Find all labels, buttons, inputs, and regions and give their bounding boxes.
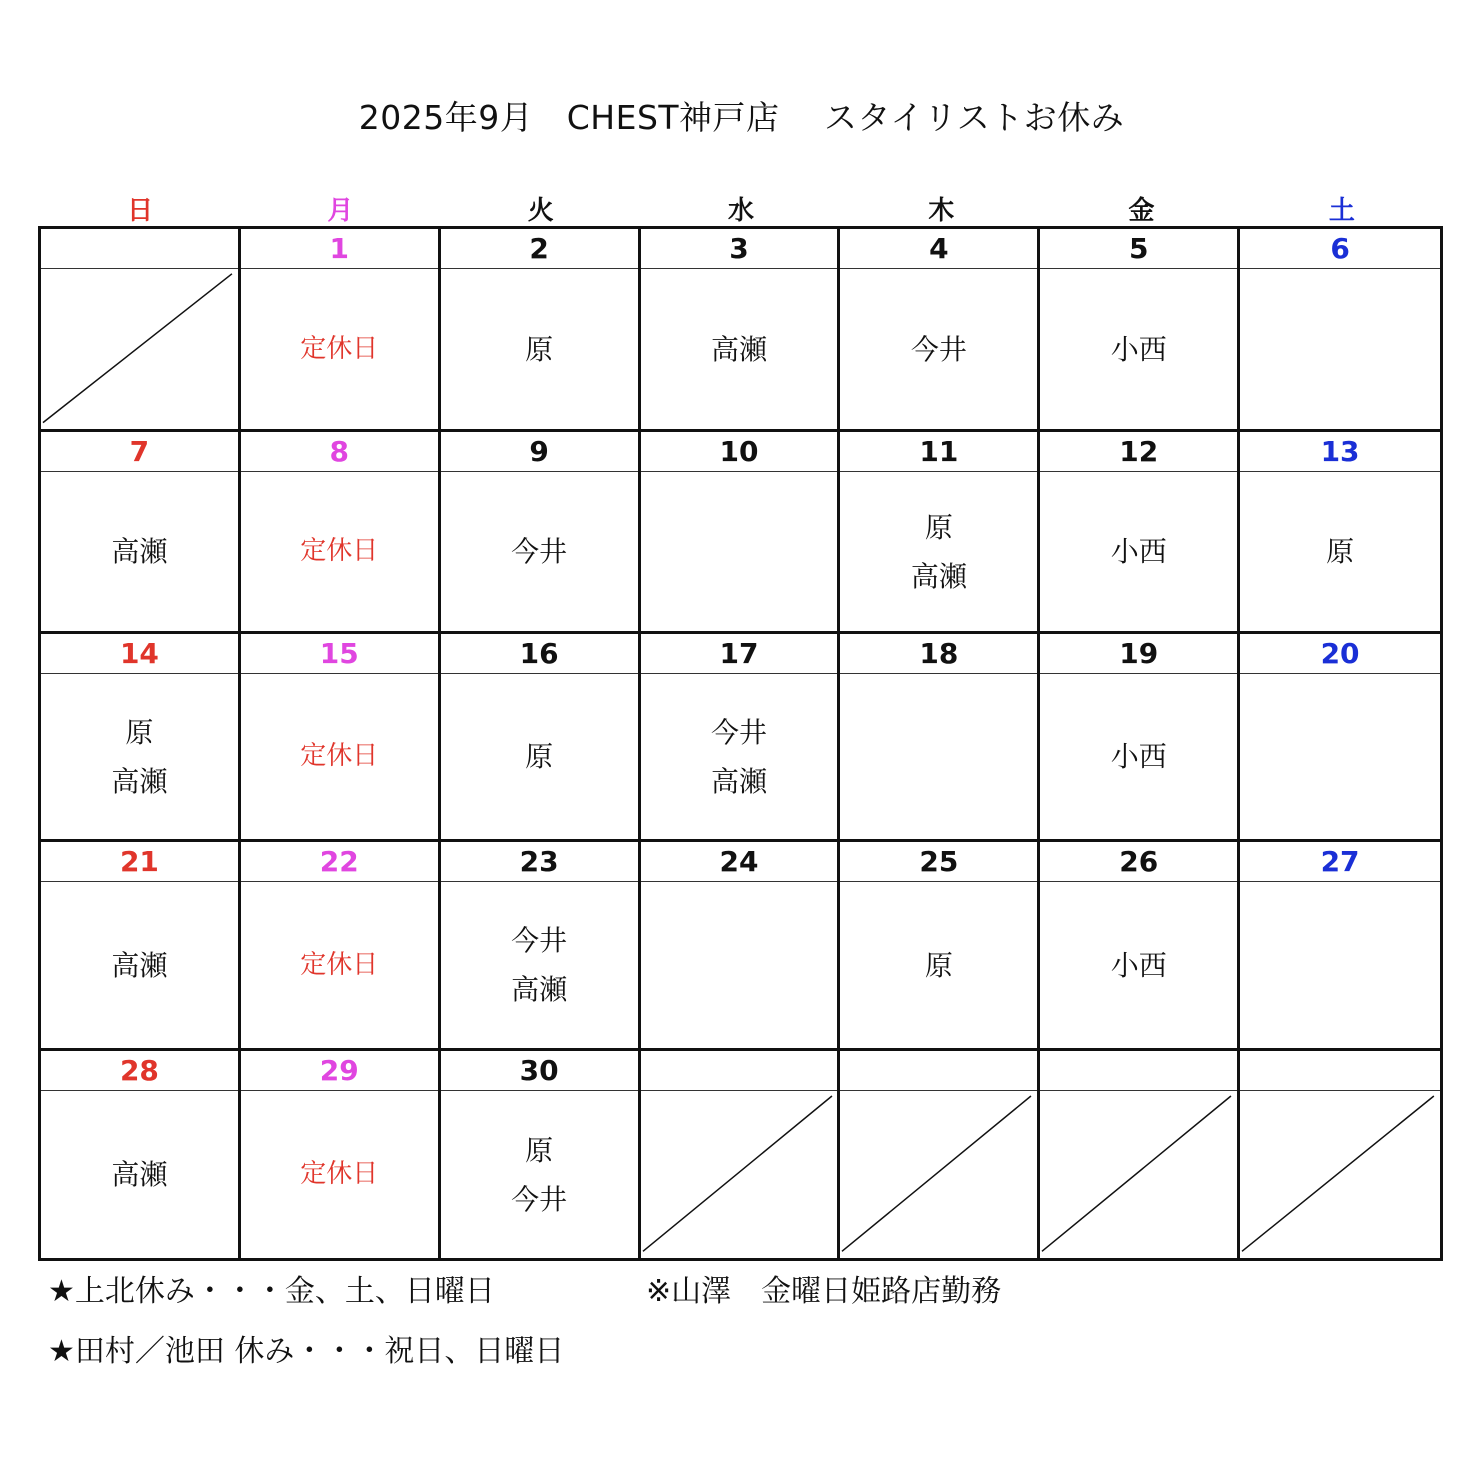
stylist-off-name: 原 (125, 715, 154, 749)
day-number: 6 (1240, 229, 1440, 269)
calendar-day-cell (241, 229, 441, 432)
day-number: 9 (441, 432, 638, 472)
day-number (641, 1051, 838, 1091)
day-number (1040, 1051, 1237, 1091)
calendar-day-cell (1240, 634, 1440, 842)
day-number: 22 (241, 842, 438, 882)
calendar-day-cell (1040, 634, 1240, 842)
day-offs (641, 1091, 838, 1258)
day-offs (1040, 472, 1237, 631)
calendar-grid (38, 226, 1443, 1261)
stylist-off-name: 原 (525, 1133, 554, 1167)
note-yamazawa: ※山澤 金曜日姫路店勤務 (646, 1274, 1002, 1309)
weekday-label: 金 (1128, 196, 1155, 226)
calendar-day-cell (241, 634, 441, 842)
calendar-day-cell (1240, 229, 1440, 432)
day-number: 3 (641, 229, 838, 269)
empty-day-slash (840, 1091, 1037, 1258)
empty-day-slash (1040, 1091, 1237, 1258)
weekday-label: 月 (327, 196, 354, 226)
calendar-day-cell (641, 634, 841, 842)
day-number (41, 229, 238, 269)
day-offs (441, 674, 638, 839)
stylist-off-name: 小西 (1110, 332, 1167, 366)
day-number: 4 (840, 229, 1037, 269)
day-offs (241, 269, 438, 429)
day-number: 27 (1240, 842, 1440, 882)
calendar-day-cell (840, 229, 1040, 432)
day-number (1240, 1051, 1440, 1091)
calendar-day-cell (441, 1051, 641, 1258)
stylist-off-name: 原 (924, 510, 953, 544)
day-offs (641, 674, 838, 839)
day-number: 28 (41, 1051, 238, 1091)
stylist-off-name: 高瀬 (111, 948, 168, 982)
day-number: 7 (41, 432, 238, 472)
stylist-off-name: 高瀬 (710, 332, 767, 366)
day-offs (41, 1091, 238, 1258)
day-offs (441, 1091, 638, 1258)
stylist-off-name: 小西 (1110, 740, 1167, 773)
day-offs (241, 1091, 438, 1258)
day-offs (641, 472, 838, 631)
closed-day-label: 定休日 (300, 536, 379, 566)
day-offs (1240, 882, 1440, 1048)
day-offs (641, 882, 838, 1048)
day-offs (1240, 674, 1440, 839)
day-number: 30 (441, 1051, 638, 1091)
calendar-day-cell (241, 1051, 441, 1258)
weekday-label: 土 (1328, 196, 1355, 226)
weekday-label: 日 (127, 196, 154, 226)
calendar-day-cell (840, 634, 1040, 842)
calendar-day-cell (441, 842, 641, 1051)
day-number: 8 (241, 432, 438, 472)
calendar-day-cell (840, 432, 1040, 634)
page-title: 2025年9月 CHEST神戸店 スタイリストお休み (358, 98, 1125, 137)
stylist-off-name: 今井 (511, 924, 568, 957)
day-number: 1 (241, 229, 438, 269)
calendar-day-cell (241, 432, 441, 634)
stylist-off-name: 今井 (511, 535, 568, 568)
empty-day-slash (1240, 1091, 1440, 1258)
day-offs (1240, 472, 1440, 631)
day-offs (241, 472, 438, 631)
day-number: 5 (1040, 229, 1237, 269)
day-number: 23 (441, 842, 638, 882)
stylist-off-name: 高瀬 (511, 973, 568, 1006)
calendar-day-cell (41, 229, 241, 432)
calendar-day-cell (1240, 432, 1440, 634)
day-offs (1240, 269, 1440, 429)
day-number: 24 (641, 842, 838, 882)
calendar-day-cell (641, 1051, 841, 1258)
calendar-day-cell (441, 229, 641, 432)
calendar-day-cell (840, 842, 1040, 1051)
day-offs (1040, 1091, 1237, 1258)
weekday-header (40, 194, 1442, 228)
calendar-day-cell (41, 432, 241, 634)
day-offs (441, 269, 638, 429)
day-number: 29 (241, 1051, 438, 1091)
stylist-off-name: 今井 (511, 1182, 568, 1216)
day-offs (41, 674, 238, 839)
calendar-day-cell (241, 842, 441, 1051)
day-number: 16 (441, 634, 638, 674)
note-tamura-ikeda: ★田村／池田 休み・・・祝日、日曜日 (48, 1334, 565, 1369)
day-number: 20 (1240, 634, 1440, 674)
calendar-day-cell (1240, 1051, 1440, 1258)
stylist-off-name: 原 (924, 948, 953, 982)
day-offs (840, 882, 1037, 1048)
calendar-day-cell (641, 229, 841, 432)
stylist-off-name: 原 (1326, 535, 1355, 568)
day-offs (840, 269, 1037, 429)
day-offs (41, 472, 238, 631)
weekday-label: 木 (928, 196, 955, 226)
empty-day-slash (641, 1091, 838, 1258)
stylist-off-name: 小西 (1110, 535, 1167, 568)
day-number: 10 (641, 432, 838, 472)
day-offs (1040, 269, 1237, 429)
day-offs (1040, 674, 1237, 839)
calendar-day-cell (1040, 1051, 1240, 1258)
day-number (840, 1051, 1037, 1091)
calendar-day-cell (441, 432, 641, 634)
day-number: 2 (441, 229, 638, 269)
day-offs (840, 472, 1037, 631)
day-number: 11 (840, 432, 1037, 472)
day-number: 15 (241, 634, 438, 674)
closed-day-label: 定休日 (300, 333, 379, 364)
day-number: 18 (840, 634, 1037, 674)
stylist-off-name: 高瀬 (111, 1158, 168, 1191)
stylist-off-name: 今井 (710, 715, 767, 749)
calendar-day-cell (840, 1051, 1040, 1258)
day-number: 17 (641, 634, 838, 674)
closed-day-label: 定休日 (300, 1159, 379, 1189)
calendar-day-cell (1040, 229, 1240, 432)
weekday-label: 火 (527, 196, 554, 226)
calendar-day-cell (441, 634, 641, 842)
closed-day-label: 定休日 (300, 741, 379, 771)
day-offs (241, 674, 438, 839)
calendar-day-cell (641, 432, 841, 634)
stylist-off-name: 高瀬 (111, 535, 168, 568)
day-offs (840, 674, 1037, 839)
stylist-off-name: 高瀬 (910, 559, 967, 593)
day-offs (41, 882, 238, 1048)
day-offs (441, 472, 638, 631)
stylist-off-name: 高瀬 (710, 764, 767, 798)
day-number: 25 (840, 842, 1037, 882)
stylist-off-name: 高瀬 (111, 764, 168, 798)
day-offs (1240, 1091, 1440, 1258)
day-offs (41, 269, 238, 429)
calendar-day-cell (1240, 842, 1440, 1051)
calendar-day-cell (41, 634, 241, 842)
note-kamikita: ★上北休み・・・金、土、日曜日 (48, 1274, 495, 1309)
weekday-label: 水 (727, 196, 754, 226)
day-number: 26 (1040, 842, 1237, 882)
day-offs (241, 882, 438, 1048)
stylist-off-name: 小西 (1110, 948, 1167, 982)
stylist-off-name: 原 (525, 740, 554, 773)
closed-day-label: 定休日 (300, 949, 379, 980)
day-number: 19 (1040, 634, 1237, 674)
day-offs (840, 1091, 1037, 1258)
day-offs (441, 882, 638, 1048)
stylist-off-name: 今井 (910, 332, 967, 366)
calendar-day-cell (1040, 432, 1240, 634)
day-number: 14 (41, 634, 238, 674)
calendar-day-cell (641, 842, 841, 1051)
day-number: 12 (1040, 432, 1237, 472)
calendar-day-cell (1040, 842, 1240, 1051)
calendar-day-cell (41, 1051, 241, 1258)
day-number: 13 (1240, 432, 1440, 472)
calendar-day-cell (41, 842, 241, 1051)
empty-day-slash (41, 269, 238, 429)
day-number: 21 (41, 842, 238, 882)
day-offs (641, 269, 838, 429)
day-offs (1040, 882, 1237, 1048)
stylist-off-name: 原 (525, 332, 554, 366)
